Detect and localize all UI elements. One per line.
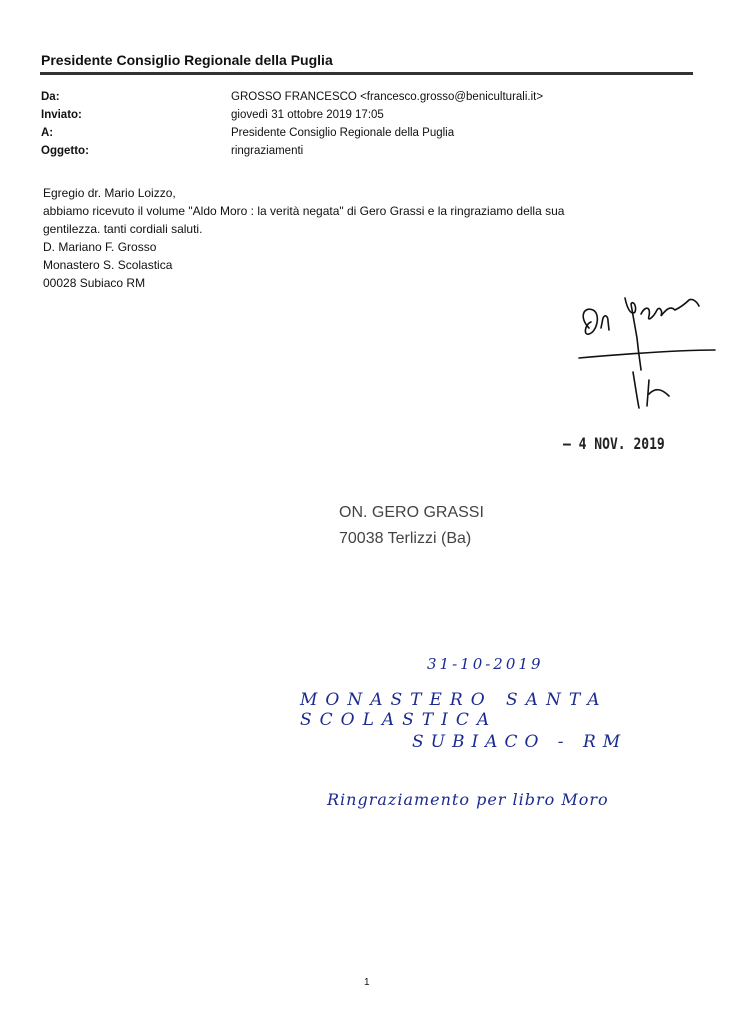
body-line: Egregio dr. Mario Loizzo, [43,186,176,200]
email-field-to [41,124,543,142]
email-field-subject [41,142,543,160]
field-label: A: [41,127,54,139]
address-stamp [339,500,484,552]
field-value: giovedì 31 ottobre 2019 17:05 [231,109,384,121]
body-line: 00028 Subiaco RM [43,276,146,290]
page-number: 1 [364,977,370,988]
address-stamp-city: 70038 Terlizzi (Ba) [339,530,472,547]
body-line: D. Mariano F. Grosso [43,240,157,254]
received-date-stamp: – 4 NOV. 2019 [563,435,665,454]
field-value: ringraziamenti [231,145,304,157]
body-line: abbiamo ricevuto il volume "Aldo Moro : la verità negata" di Gero Grassi e la ringraziamo della sua [43,204,565,218]
title-divider [40,72,693,75]
address-stamp-name: ON. GERO GRASSI [339,504,484,521]
body-line: Monastero S. Scolastica [43,258,173,272]
field-value: GROSSO FRANCESCO <francesco.grosso@beniculturali.it> [231,91,544,103]
field-label: Inviato: [41,109,82,121]
field-label: Da: [41,91,60,103]
signature-text: On. Grassi [575,288,580,289]
handwritten-line: Ringraziamento per libro Moro [327,790,609,809]
body-line: gentilezza. tanti cordiali saluti. [43,222,203,236]
handwritten-signature [575,288,725,418]
email-field-from [41,88,543,106]
email-header [41,88,543,160]
handwritten-line: SUBIACO - RM [412,732,628,752]
handwritten-date: 31-10-2019 [427,655,544,673]
field-label: Oggetto: [41,145,89,157]
handwritten-line: MONASTERO SANTA SCOLASTICA [300,690,608,730]
field-value: Presidente Consiglio Regionale della Puglia [231,127,455,139]
document-title: Presidente Consiglio Regionale della Puglia [41,52,333,68]
email-field-sent [41,106,543,124]
email-body [43,184,683,292]
